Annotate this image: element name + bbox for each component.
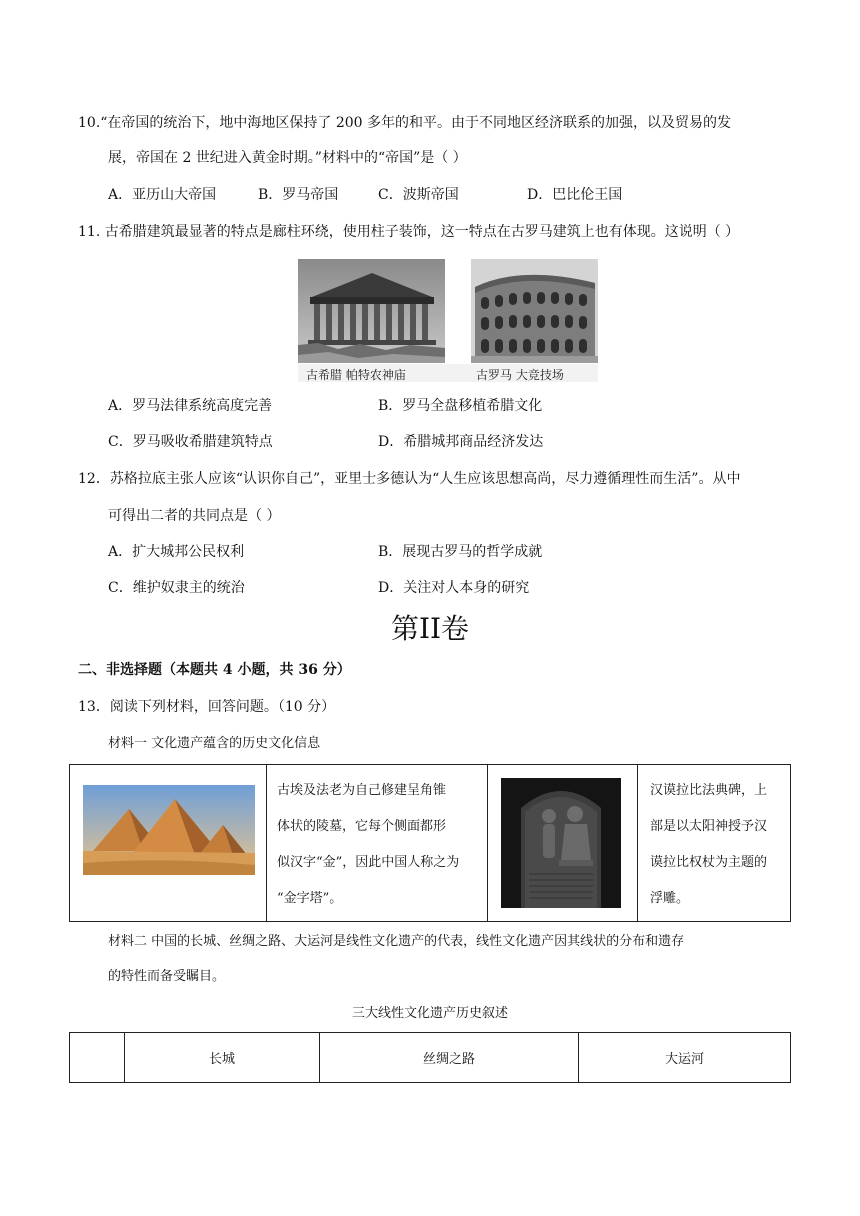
q12-line-2: 可得出二者的共同点是（ ） — [108, 508, 281, 524]
material-1-title: 材料一 文化遗产蕴含的历史文化信息 — [108, 736, 321, 751]
volume-2-title: 第II卷 — [390, 612, 470, 645]
hammurabi-stele-image — [501, 778, 621, 908]
q10-option-d: D．巴比伦王国 — [527, 187, 623, 203]
pyramid-text-line: “金字塔”。 — [277, 891, 343, 906]
q12-option-c: C．维护奴隶主的统治 — [108, 580, 245, 596]
hammurabi-text-line: 汉谟拉比法典碑，上 — [650, 783, 768, 798]
table-2-caption: 三大线性文化遗产历史叙述 — [351, 1006, 508, 1021]
hammurabi-text-line: 部是以太阳神授予汉 — [650, 819, 768, 834]
q10-option-a: A．亚历山大帝国 — [108, 187, 217, 203]
section-2-heading: 二、非选择题（本题共 4 小题，共 36 分） — [78, 662, 351, 678]
q11-line-1: 11. 古希腊建筑最显著的特点是廊柱环绕，使用柱子装饰，这一特点在古罗马建筑上也有体现。这说明（ ） — [78, 224, 740, 240]
pyramid-image — [83, 785, 255, 875]
q11-option-c: C．罗马吸收希腊建筑特点 — [108, 434, 273, 450]
parthenon-caption: 古希腊 帕特农神庙 — [306, 368, 406, 382]
q11-option-b: B．罗马全盘移植希腊文化 — [378, 398, 543, 414]
q12-option-b: B．展现古罗马的哲学成就 — [378, 544, 543, 560]
header-great-wall: 长城 — [125, 1033, 320, 1083]
header-silk-road: 丝绸之路 — [320, 1033, 579, 1083]
hammurabi-text-cell — [638, 765, 791, 922]
q12-option-a: A．扩大城邦公民权利 — [108, 544, 245, 560]
q11-option-d: D．希腊城邦商品经济发达 — [378, 434, 544, 450]
pyramid-text-line: 古埃及法老为自己修建呈角锥 — [277, 783, 447, 798]
hammurabi-image-cell — [488, 765, 638, 922]
pyramid-text-line: 体状的陵墓，它每个侧面都形 — [277, 819, 447, 834]
pyramid-text-line: 似汉字“金”，因此中国人称之为 — [277, 855, 460, 870]
parthenon-image — [298, 259, 445, 363]
q11-option-a: A．罗马法律系统高度完善 — [108, 398, 273, 414]
hammurabi-text-line: 谟拉比权杖为主题的 — [650, 855, 768, 870]
colosseum-image — [471, 259, 598, 363]
q12-line-1: 12．苏格拉底主张人应该“认识你自己”，亚里士多德认为“人生应该思想高尚，尽力遵循理性而生活”。从中 — [78, 471, 741, 487]
colosseum-caption: 古罗马 大竞技场 — [476, 368, 564, 382]
q13-line-1: 13．阅读下列材料，回答问题。（10 分） — [78, 699, 336, 715]
material-2-line-2: 的特性而备受瞩目。 — [108, 969, 226, 984]
material-2-line-1: 材料二 中国的长城、丝绸之路、大运河是线性文化遗产的代表，线性文化遗产因其线状的分布和遗存 — [108, 934, 685, 949]
q10-option-c: C．波斯帝国 — [378, 187, 459, 203]
header-grand-canal: 大运河 — [579, 1033, 791, 1083]
hammurabi-description — [638, 765, 790, 917]
pyramid-description — [267, 765, 487, 917]
table-2-corner-cell — [70, 1033, 125, 1083]
material-1-table — [69, 764, 791, 922]
q10-line-2: 展，帝国在 2 世纪进入黄金时期。”材料中的“帝国”是（ ） — [108, 150, 467, 166]
linear-heritage-table — [69, 1032, 791, 1083]
q10-option-b: B．罗马帝国 — [258, 187, 339, 203]
pyramid-text-cell — [267, 765, 488, 922]
hammurabi-text-line: 浮雕。 — [650, 891, 690, 906]
q10-line-1: 10.“在帝国的统治下，地中海地区保持了 200 多年的和平。由于不同地区经济联系的加强，以及贸易的发 — [78, 115, 732, 131]
pyramid-image-cell — [70, 765, 267, 922]
q12-option-d: D．关注对人本身的研究 — [378, 580, 530, 596]
